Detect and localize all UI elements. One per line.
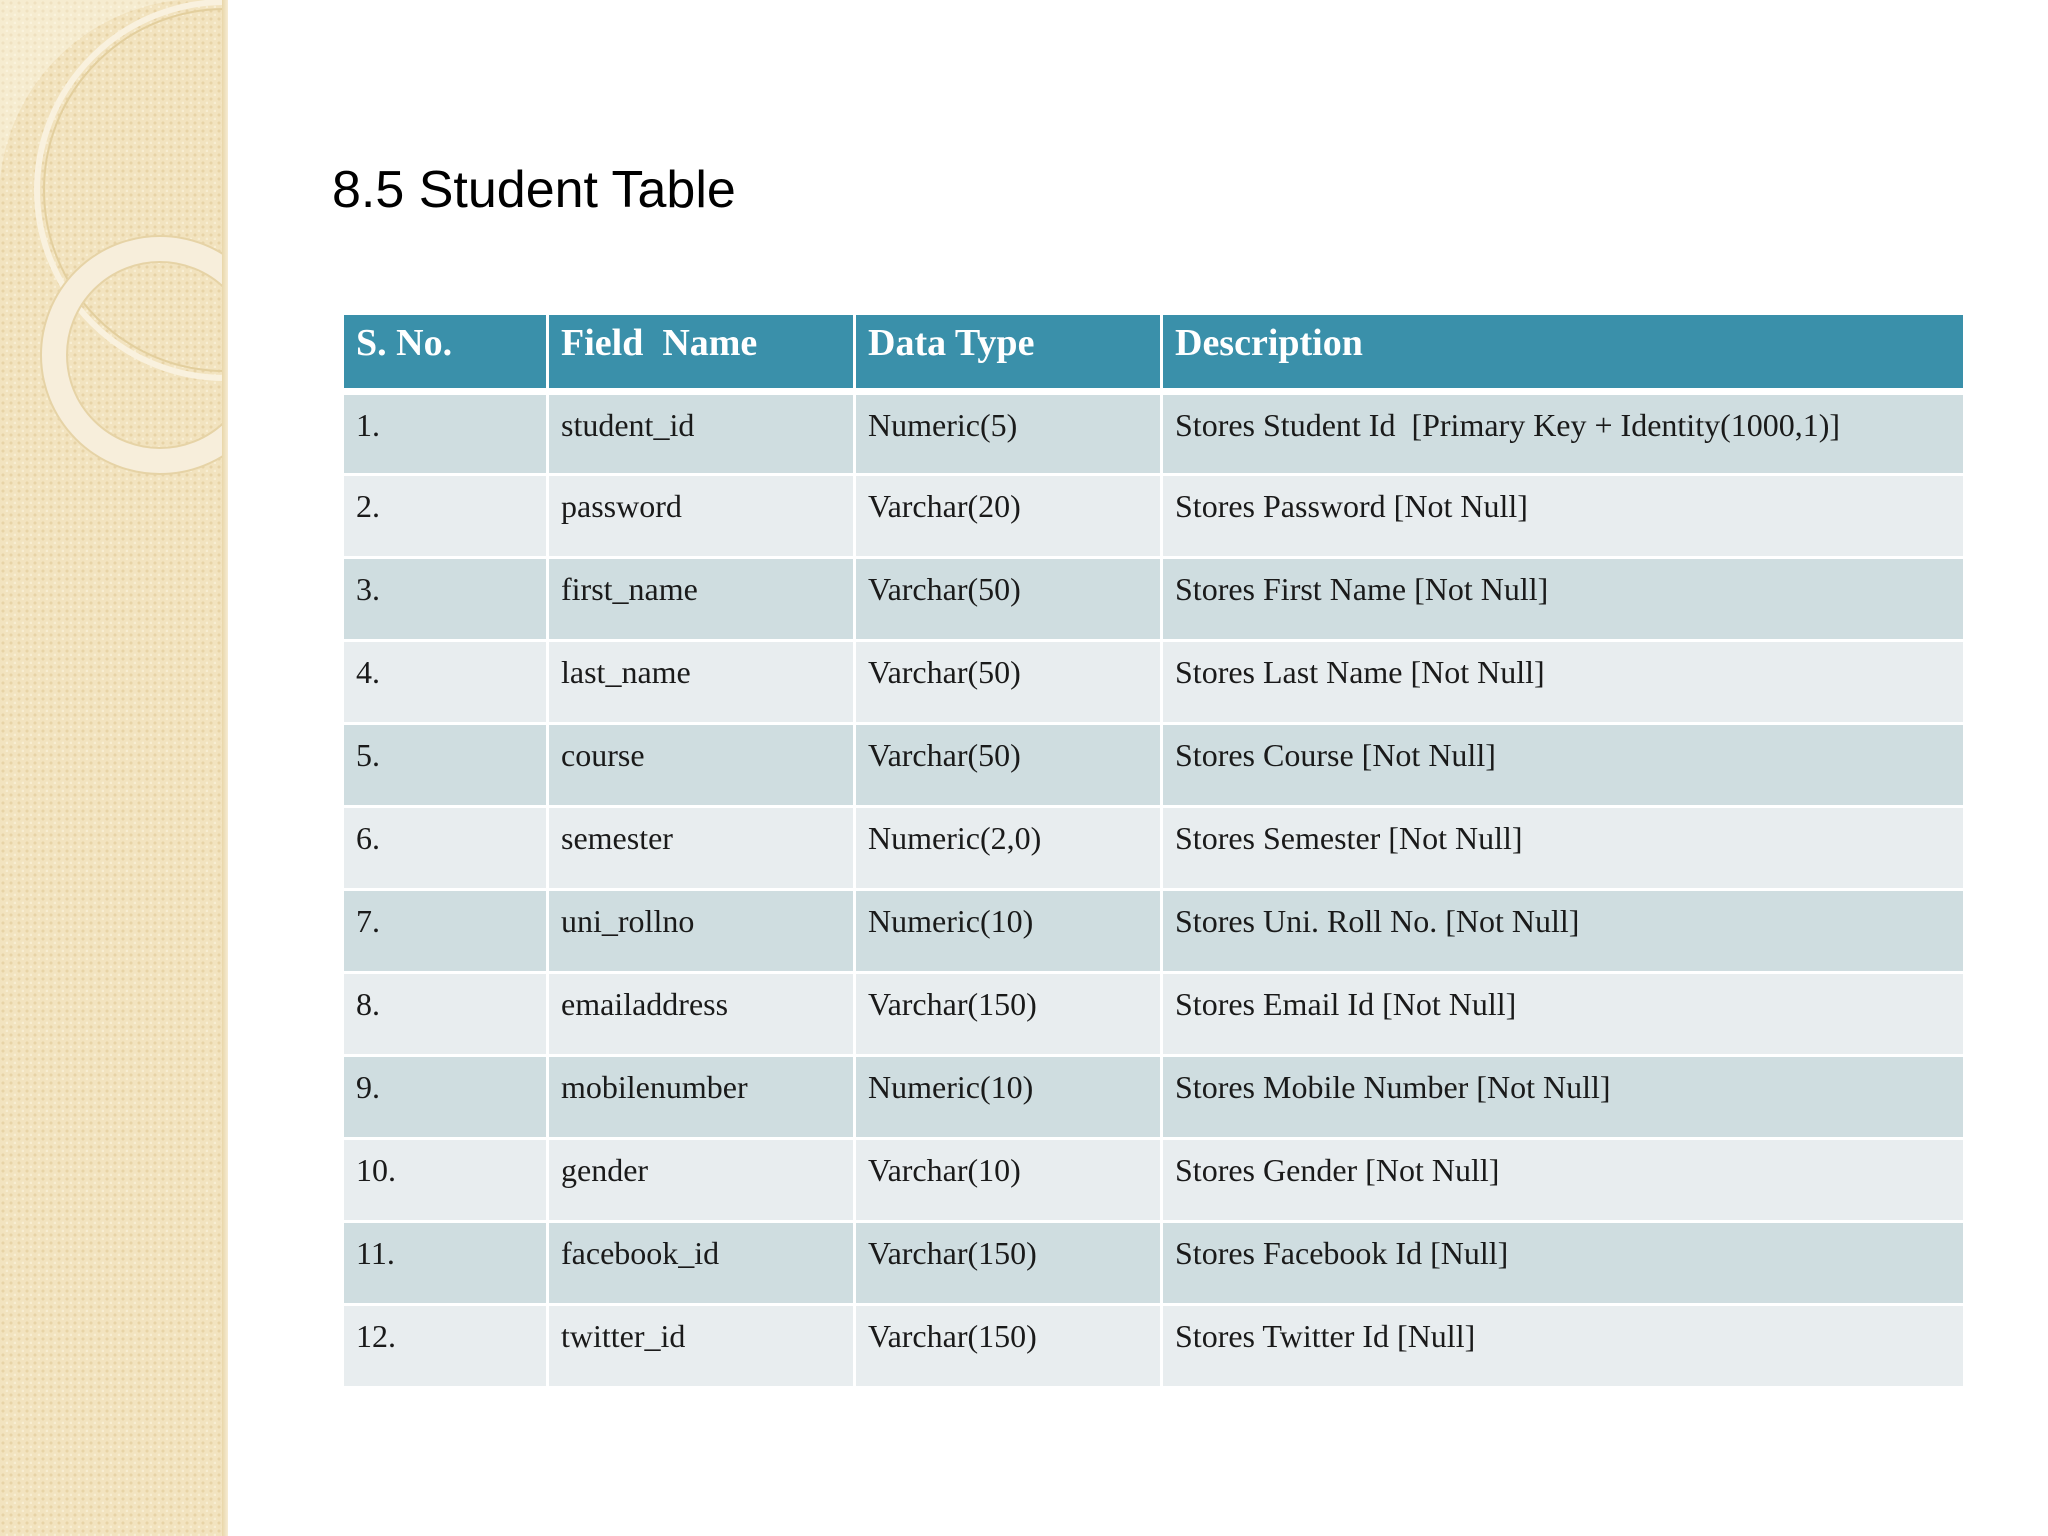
cell-description: Stores Mobile Number [Not Null] [1162,1056,1965,1139]
cell-field-name: student_id [548,392,855,475]
cell-field-name: twitter_id [548,1305,855,1388]
cell-data-type: Numeric(10) [855,890,1162,973]
cell-description: Stores Student Id [Primary Key + Identity(1000,1)] [1162,392,1965,475]
cell-sno: 12. [343,1305,548,1388]
table-row [343,1139,1965,1222]
header-sno: S. No. [343,314,548,392]
table-row [343,1056,1965,1139]
cell-sno: 8. [343,973,548,1056]
cell-description: Stores Email Id [Not Null] [1162,973,1965,1056]
cell-data-type: Varchar(10) [855,1139,1162,1222]
cell-data-type: Varchar(50) [855,558,1162,641]
cell-sno: 5. [343,724,548,807]
cell-data-type: Varchar(50) [855,641,1162,724]
cell-data-type: Numeric(2,0) [855,807,1162,890]
table-row [343,1222,1965,1305]
cell-data-type: Varchar(50) [855,724,1162,807]
header-field-name: Field Name [548,314,855,392]
table-row [343,641,1965,724]
cell-sno: 3. [343,558,548,641]
cell-field-name: course [548,724,855,807]
cell-field-name: password [548,475,855,558]
cell-field-name: last_name [548,641,855,724]
cell-description: Stores Twitter Id [Null] [1162,1305,1965,1388]
cell-field-name: first_name [548,558,855,641]
cell-data-type: Numeric(10) [855,1056,1162,1139]
table-row [343,973,1965,1056]
cell-field-name: semester [548,807,855,890]
table-row [343,1305,1965,1388]
cell-description: Stores Last Name [Not Null] [1162,641,1965,724]
cell-sno: 1. [343,392,548,475]
side-panel-edge [222,0,228,1536]
cell-description: Stores Gender [Not Null] [1162,1139,1965,1222]
decorative-side-panel [0,0,228,1536]
decorative-rings [0,0,228,1536]
student-table [341,312,1966,1389]
table-row [343,724,1965,807]
cell-data-type: Varchar(150) [855,1305,1162,1388]
table-row [343,558,1965,641]
header-description: Description [1162,314,1965,392]
table-header-row [343,314,1965,392]
cell-description: Stores Semester [Not Null] [1162,807,1965,890]
cell-sno: 7. [343,890,548,973]
cell-sno: 2. [343,475,548,558]
cell-description: Stores First Name [Not Null] [1162,558,1965,641]
table-row [343,392,1965,475]
cell-field-name: mobilenumber [548,1056,855,1139]
cell-field-name: gender [548,1139,855,1222]
cell-description: Stores Uni. Roll No. [Not Null] [1162,890,1965,973]
cell-data-type: Numeric(5) [855,392,1162,475]
table-row [343,475,1965,558]
cell-data-type: Varchar(20) [855,475,1162,558]
table-row [343,807,1965,890]
cell-description: Stores Password [Not Null] [1162,475,1965,558]
header-data-type: Data Type [855,314,1162,392]
cell-field-name: uni_rollno [548,890,855,973]
cell-description: Stores Course [Not Null] [1162,724,1965,807]
table-row [343,890,1965,973]
cell-sno: 10. [343,1139,548,1222]
cell-sno: 11. [343,1222,548,1305]
cell-sno: 9. [343,1056,548,1139]
cell-description: Stores Facebook Id [Null] [1162,1222,1965,1305]
cell-field-name: emailaddress [548,973,855,1056]
cell-sno: 4. [343,641,548,724]
cell-data-type: Varchar(150) [855,973,1162,1056]
slide-title: 8.5 Student Table [332,161,736,219]
cell-field-name: facebook_id [548,1222,855,1305]
cell-data-type: Varchar(150) [855,1222,1162,1305]
cell-sno: 6. [343,807,548,890]
